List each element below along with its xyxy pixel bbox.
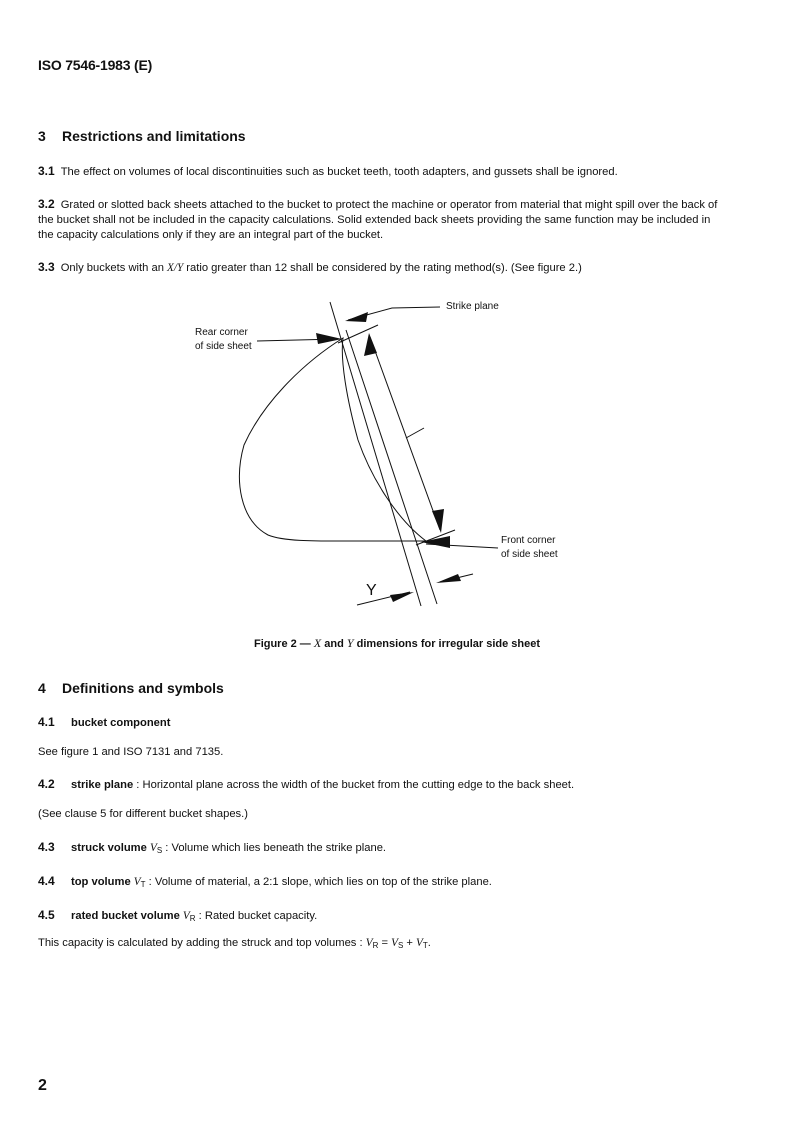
caption-y: Y [346, 636, 354, 650]
formula-plus: + [403, 937, 417, 949]
page-number: 2 [38, 1077, 47, 1094]
capacity-formula [38, 936, 722, 953]
definition-term: struck volume [71, 842, 147, 854]
clause-number: 3.2 [38, 197, 55, 211]
y-dimension-letter: Y [366, 582, 377, 599]
definition-text: Horizontal plane across the width of the bucket from the cutting edge to the back sheet. [142, 779, 575, 791]
caption-and: and [321, 638, 347, 650]
symbol-subscript: T [140, 880, 146, 889]
formula-b-symbol: V [416, 937, 423, 949]
definition-text: Volume of material, a 2:1 slope, which lies on top of the strike plane. [154, 876, 492, 888]
formula-text: This capacity is calculated by adding the struck and top volumes : [38, 937, 366, 949]
definition-4-2-note: (See clause 5 for different bucket shapes.) [38, 808, 248, 820]
clause-number: 3.3 [38, 260, 55, 274]
definition-4-1 [38, 715, 722, 731]
caption-x: X [313, 636, 322, 650]
definition-number: 4.1 [38, 715, 55, 729]
rear-corner-label-line2: of side sheet [195, 341, 252, 352]
x-top-arrowhead [364, 333, 377, 356]
caption-prefix: Figure 2 — [253, 638, 314, 650]
strike-plane-label: Strike plane [446, 301, 499, 312]
y-offset-line [346, 330, 437, 604]
definition-sep: : [133, 779, 143, 791]
strike-plane-line [330, 302, 421, 606]
definition-4-3 [38, 840, 722, 858]
definition-sep: : [195, 910, 205, 922]
clause-text-end: ratio greater than 12 shall be considered by the rating method(s). (See figure 2.) [183, 262, 582, 274]
clause-text: Grated or slotted back sheets attached to the bucket to protect the machine or operator from material that might spill over the back of the bucket shall not be included in the capacity calculations. Solid extended back sheets providing the same function may be included in the capacity calculations only if they are an integral part of the bucket. [38, 199, 718, 241]
section-title: Restrictions and limitations [62, 128, 246, 144]
symbol: V [133, 876, 141, 888]
figure-2-caption [0, 636, 794, 651]
definition-term: rated bucket volume [71, 910, 180, 922]
x-tick [406, 428, 424, 438]
clause-number: 3.1 [38, 164, 55, 178]
definition-sep: : [162, 842, 172, 854]
definition-term: bucket component [71, 717, 171, 729]
top-extension-line [338, 325, 378, 343]
definition-term: top volume [71, 876, 131, 888]
definition-number: 4.3 [38, 840, 55, 854]
definition-term: strike plane [71, 779, 134, 791]
definition-sep: : [145, 876, 155, 888]
section-title: Definitions and symbols [62, 680, 224, 696]
front-corner-label-line2: of side sheet [501, 549, 558, 560]
rear-corner-label [195, 326, 252, 354]
formula-lhs-symbol: V [365, 937, 373, 949]
section-number: 4 [38, 680, 46, 696]
clause-text: The effect on volumes of local discontinuities such as bucket teeth, tooth adapters, and gussets shall be ignored. [60, 166, 618, 178]
symbol-subscript: R [189, 914, 196, 923]
document-header: ISO 7546-1983 (E) [38, 57, 153, 73]
side-sheet-outline [239, 338, 426, 541]
definition-4-2 [38, 777, 722, 793]
formula-lhs-subscript: R [372, 941, 379, 950]
formula-a-subscript: S [397, 941, 404, 950]
ratio-symbol: X/Y [167, 262, 184, 274]
definition-4-4 [38, 874, 722, 892]
definition-4-5 [38, 908, 722, 926]
symbol: V [182, 910, 190, 922]
section-number: 3 [38, 128, 46, 144]
x-dimension-letter: X [404, 438, 405, 439]
strike-plane-arrowhead [345, 312, 368, 322]
definition-text: Rated bucket capacity. [204, 910, 318, 922]
formula-b-subscript: T [422, 941, 428, 950]
formula-end: . [427, 937, 431, 949]
definition-number: 4.4 [38, 874, 55, 888]
rear-corner-label-line1: Rear corner [195, 327, 248, 338]
rear-corner-arrowhead [316, 333, 342, 344]
definition-4-1-note: See figure 1 and ISO 7131 and 7135. [38, 746, 224, 758]
front-corner-label [501, 534, 558, 562]
symbol-subscript: S [156, 846, 163, 855]
section-4-heading [38, 680, 224, 696]
symbol: V [149, 842, 157, 854]
x-bottom-arrowhead [432, 509, 444, 533]
front-corner-label-line1: Front corner [501, 535, 556, 546]
caption-suffix: dimensions for irregular side sheet [353, 638, 541, 650]
y-left-arrowhead [390, 592, 414, 602]
y-right-arrowhead [436, 574, 461, 583]
clause-text: Only buckets with an [60, 262, 168, 274]
formula-equals: = [378, 937, 392, 949]
definition-number: 4.5 [38, 908, 55, 922]
definition-text: Volume which lies beneath the strike plane. [171, 842, 387, 854]
formula-a-symbol: V [391, 937, 398, 949]
definition-number: 4.2 [38, 777, 55, 791]
